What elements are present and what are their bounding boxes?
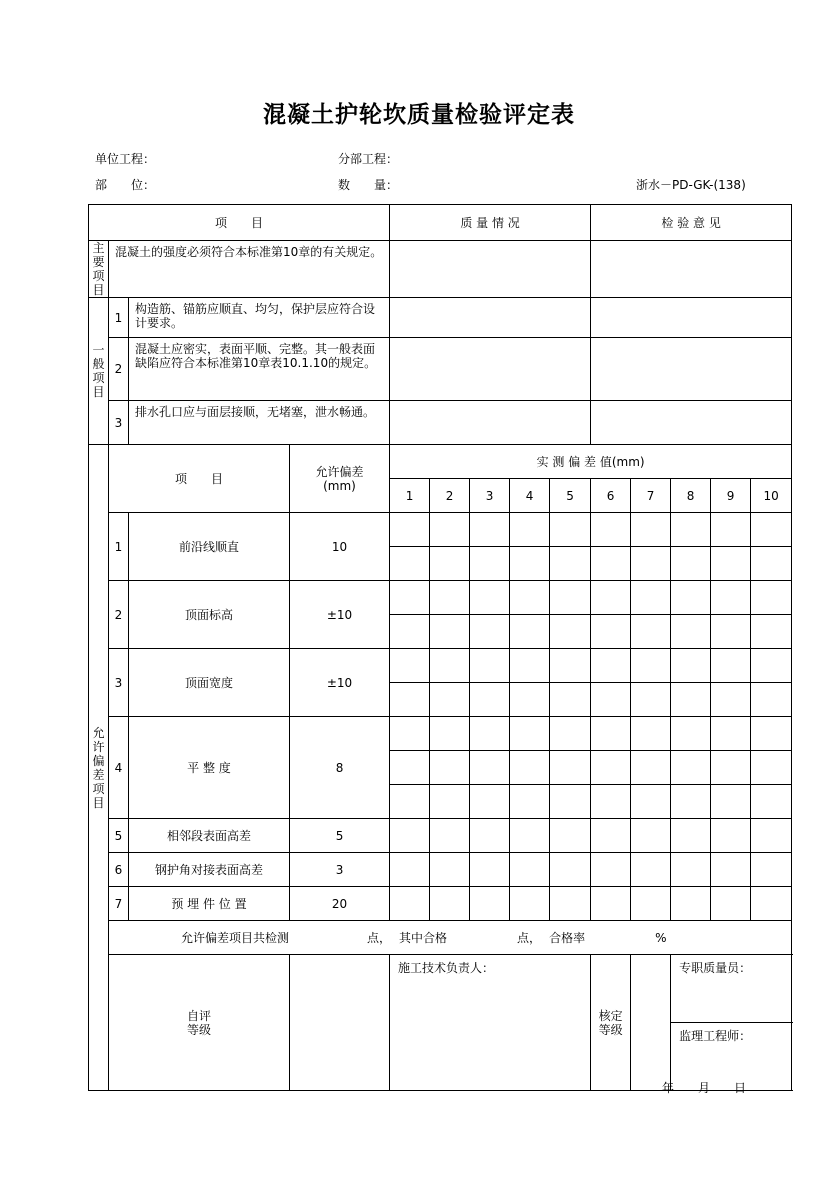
measure-cell[interactable] [591, 717, 631, 751]
general-item-no: 3 [109, 401, 129, 445]
measure-cell[interactable] [390, 853, 430, 887]
measure-cell[interactable] [591, 785, 631, 819]
measure-cell[interactable] [591, 683, 631, 717]
measure-cell[interactable] [591, 547, 631, 581]
measure-cell[interactable] [390, 683, 430, 717]
measure-cell[interactable] [631, 513, 671, 547]
measure-cell[interactable] [631, 581, 671, 615]
measure-cell[interactable] [631, 853, 671, 887]
measure-cell[interactable] [550, 547, 591, 581]
measure-cell[interactable] [470, 751, 510, 785]
measure-cell[interactable] [430, 581, 470, 615]
measure-cell[interactable] [711, 785, 751, 819]
measure-cell[interactable] [591, 853, 631, 887]
supervisor-label: 监理工程师： [671, 1023, 792, 1091]
measure-col-10: 10 [751, 479, 792, 513]
measure-col-7: 7 [631, 479, 671, 513]
measure-cell[interactable] [550, 683, 591, 717]
measure-cell[interactable] [430, 683, 470, 717]
general-item-text: 排水孔口应与面层接顺，无堵塞，泄水畅通。 [129, 401, 390, 445]
measure-cell[interactable] [430, 819, 470, 853]
measure-cell[interactable] [751, 547, 792, 581]
col-opinion-header: 检 验 意 见 [591, 205, 792, 241]
measure-cell[interactable] [711, 819, 751, 853]
measure-cell[interactable] [671, 581, 711, 615]
measure-cell[interactable] [711, 683, 751, 717]
verify-grade-value[interactable] [631, 955, 671, 1091]
measure-cell[interactable] [430, 853, 470, 887]
measure-cell[interactable] [671, 819, 711, 853]
measure-cell[interactable] [390, 887, 430, 921]
tol-item-name: 钢护角对接表面高差 [129, 853, 290, 887]
measure-cell[interactable] [631, 751, 671, 785]
tol-item-no: 3 [109, 649, 129, 717]
measure-cell[interactable] [390, 751, 430, 785]
measure-cell[interactable] [510, 581, 550, 615]
measure-cell[interactable] [671, 751, 711, 785]
measure-cell[interactable] [671, 513, 711, 547]
measure-cell[interactable] [470, 649, 510, 683]
measure-cell[interactable] [631, 547, 671, 581]
measure-cell[interactable] [671, 683, 711, 717]
measure-cell[interactable] [390, 785, 430, 819]
tol-item-no: 7 [109, 887, 129, 921]
measure-cell[interactable] [751, 717, 792, 751]
tol-item-allow: ±10 [290, 581, 390, 649]
tol-col-allow-header: 允许偏差 (mm) [290, 445, 390, 513]
measure-cell[interactable] [550, 649, 591, 683]
tol-item-allow: 3 [290, 853, 390, 887]
measure-cell[interactable] [711, 717, 751, 751]
general-items-label: 一般项目 [89, 298, 109, 445]
measure-cell[interactable] [470, 547, 510, 581]
measure-cell[interactable] [751, 581, 792, 615]
measure-cell[interactable] [550, 785, 591, 819]
measure-cell[interactable] [470, 615, 510, 649]
measure-cell[interactable] [470, 513, 510, 547]
measure-cell[interactable] [430, 547, 470, 581]
measure-cell[interactable] [671, 615, 711, 649]
quantity-label: 数 量： [338, 178, 399, 192]
measure-cell[interactable] [671, 649, 711, 683]
tol-col-item-header: 项 目 [109, 445, 290, 513]
measure-cell[interactable] [510, 547, 550, 581]
measure-cell[interactable] [470, 683, 510, 717]
inspection-table [88, 204, 792, 1091]
measure-col-5: 5 [550, 479, 591, 513]
measure-cell[interactable] [550, 887, 591, 921]
measure-cell[interactable] [751, 649, 792, 683]
measure-cell[interactable] [470, 853, 510, 887]
measure-col-8: 8 [671, 479, 711, 513]
measure-cell[interactable] [751, 615, 792, 649]
tol-item-no: 6 [109, 853, 129, 887]
summary-text-3: 其中合格 [399, 930, 448, 945]
measure-cell[interactable] [711, 513, 751, 547]
tolerance-summary [109, 921, 792, 955]
measure-cell[interactable] [711, 649, 751, 683]
main-item-quality [390, 241, 591, 298]
measure-cell[interactable] [671, 887, 711, 921]
general-item-no: 1 [109, 298, 129, 338]
measure-cell[interactable] [510, 683, 550, 717]
measure-cell[interactable] [390, 547, 430, 581]
measure-cell[interactable] [550, 513, 591, 547]
measure-cell[interactable] [510, 785, 550, 819]
tol-item-no: 4 [109, 717, 129, 819]
summary-text-1: 允许偏差项目共检测 [181, 930, 290, 945]
measure-cell[interactable] [470, 581, 510, 615]
measure-cell[interactable] [711, 547, 751, 581]
measure-col-2: 2 [430, 479, 470, 513]
measure-cell[interactable] [751, 751, 792, 785]
tol-item-name: 预 埋 件 位 置 [129, 887, 290, 921]
measure-cell[interactable] [470, 819, 510, 853]
summary-text-6: % [655, 930, 667, 945]
measure-cell[interactable] [591, 513, 631, 547]
measure-cell[interactable] [390, 615, 430, 649]
tol-item-name: 顶面宽度 [129, 649, 290, 717]
quality-officer-label: 专职质量员： [671, 955, 792, 1023]
measure-cell[interactable] [751, 513, 792, 547]
self-eval-label: 自评等级 [109, 955, 290, 1091]
measure-cell[interactable] [711, 887, 751, 921]
measure-cell[interactable] [591, 581, 631, 615]
measure-cell[interactable] [430, 751, 470, 785]
measure-cell[interactable] [430, 887, 470, 921]
tol-item-allow: 20 [290, 887, 390, 921]
measure-col-4: 4 [510, 479, 550, 513]
measure-cell[interactable] [711, 581, 751, 615]
measure-cell[interactable] [390, 819, 430, 853]
col-item-header: 项 目 [89, 205, 390, 241]
measure-cell[interactable] [631, 615, 671, 649]
tol-item-no: 5 [109, 819, 129, 853]
measure-cell[interactable] [671, 853, 711, 887]
general-item-no: 2 [109, 338, 129, 401]
measure-col-6: 6 [591, 479, 631, 513]
measure-col-1: 1 [390, 479, 430, 513]
tol-item-name: 平 整 度 [129, 717, 290, 819]
measure-cell[interactable] [671, 547, 711, 581]
col-quality-header: 质 量 情 况 [390, 205, 591, 241]
measure-cell[interactable] [550, 853, 591, 887]
construction-lead-label: 施工技术负责人： [390, 955, 591, 1091]
measure-cell[interactable] [631, 887, 671, 921]
measure-cell[interactable] [591, 615, 631, 649]
measure-cell[interactable] [510, 751, 550, 785]
tol-item-allow: 5 [290, 819, 390, 853]
measure-cell[interactable] [550, 819, 591, 853]
measure-cell[interactable] [591, 649, 631, 683]
form-code: 浙水－PD-GK-(138) [636, 178, 746, 192]
date-line: 年 月 日 [662, 1081, 747, 1095]
measure-cell[interactable] [751, 819, 792, 853]
measure-cell[interactable] [751, 683, 792, 717]
measure-cell[interactable] [711, 853, 751, 887]
measure-cell[interactable] [510, 615, 550, 649]
measure-col-9: 9 [711, 479, 751, 513]
measure-cell[interactable] [671, 785, 711, 819]
general-item-text: 构造筋、锚筋应顺直、均匀，保护层应符合设计要求。 [129, 298, 390, 338]
measure-cell[interactable] [631, 717, 671, 751]
measure-cell[interactable] [510, 853, 550, 887]
measure-cell[interactable] [550, 581, 591, 615]
verify-grade-label: 核定等级 [591, 955, 631, 1091]
measure-cell[interactable] [631, 785, 671, 819]
measure-cell[interactable] [430, 615, 470, 649]
measure-cell[interactable] [711, 615, 751, 649]
measure-cell[interactable] [510, 887, 550, 921]
tol-item-no: 2 [109, 581, 129, 649]
measure-cell[interactable] [470, 887, 510, 921]
unit-project-label: 单位工程： [95, 152, 156, 166]
measure-cell[interactable] [430, 717, 470, 751]
measure-cell[interactable] [751, 785, 792, 819]
measure-cell[interactable] [470, 717, 510, 751]
measure-cell[interactable] [430, 649, 470, 683]
tolerance-items-label: 允许偏差项目 [89, 445, 109, 1091]
measure-cell[interactable] [510, 819, 550, 853]
measure-cell[interactable] [751, 887, 792, 921]
measure-cell[interactable] [550, 717, 591, 751]
tol-item-allow: ±10 [290, 649, 390, 717]
measure-cell[interactable] [751, 853, 792, 887]
main-item-label: 主要项目 [89, 241, 109, 298]
measure-col-3: 3 [470, 479, 510, 513]
measure-cell[interactable] [510, 717, 550, 751]
general-item-text: 混凝土应密实，表面平顺、完整。其一般表面缺陷应符合本标准第10章表10.1.10的规定。 [129, 338, 390, 401]
tol-item-name: 前沿线顺直 [129, 513, 290, 581]
measure-cell[interactable] [390, 649, 430, 683]
tol-item-allow: 10 [290, 513, 390, 581]
measure-cell[interactable] [510, 649, 550, 683]
main-item-text: 混凝土的强度必须符合本标准第10章的有关规定。 [109, 241, 390, 298]
measure-cell[interactable] [430, 513, 470, 547]
measure-cell[interactable] [390, 513, 430, 547]
summary-text-5: 合格率 [549, 930, 586, 945]
main-item-opinion [591, 241, 792, 298]
measure-cell[interactable] [631, 649, 671, 683]
tol-col-measured-header: 实 测 偏 差 值(mm) [390, 445, 792, 479]
measure-cell[interactable] [591, 887, 631, 921]
measure-cell[interactable] [631, 683, 671, 717]
measure-cell[interactable] [671, 717, 711, 751]
measure-cell[interactable] [390, 717, 430, 751]
summary-text-2: 点， [367, 930, 392, 945]
measure-cell[interactable] [591, 751, 631, 785]
tol-item-allow: 8 [290, 717, 390, 819]
tol-item-no: 1 [109, 513, 129, 581]
measure-cell[interactable] [430, 785, 470, 819]
measure-cell[interactable] [591, 819, 631, 853]
division-project-label: 分部工程： [338, 152, 399, 166]
page-title: 混凝土护轮坎质量检验评定表 [263, 102, 575, 128]
tol-item-name: 相邻段表面高差 [129, 819, 290, 853]
measure-cell[interactable] [631, 819, 671, 853]
measure-cell[interactable] [550, 751, 591, 785]
self-eval-grade[interactable] [290, 955, 390, 1091]
measure-cell[interactable] [470, 785, 510, 819]
measure-cell[interactable] [550, 615, 591, 649]
measure-cell[interactable] [390, 581, 430, 615]
tol-item-name: 顶面标高 [129, 581, 290, 649]
location-label: 部 位： [95, 178, 156, 192]
summary-text-4: 点， [517, 930, 542, 945]
measure-cell[interactable] [510, 513, 550, 547]
measure-cell[interactable] [711, 751, 751, 785]
